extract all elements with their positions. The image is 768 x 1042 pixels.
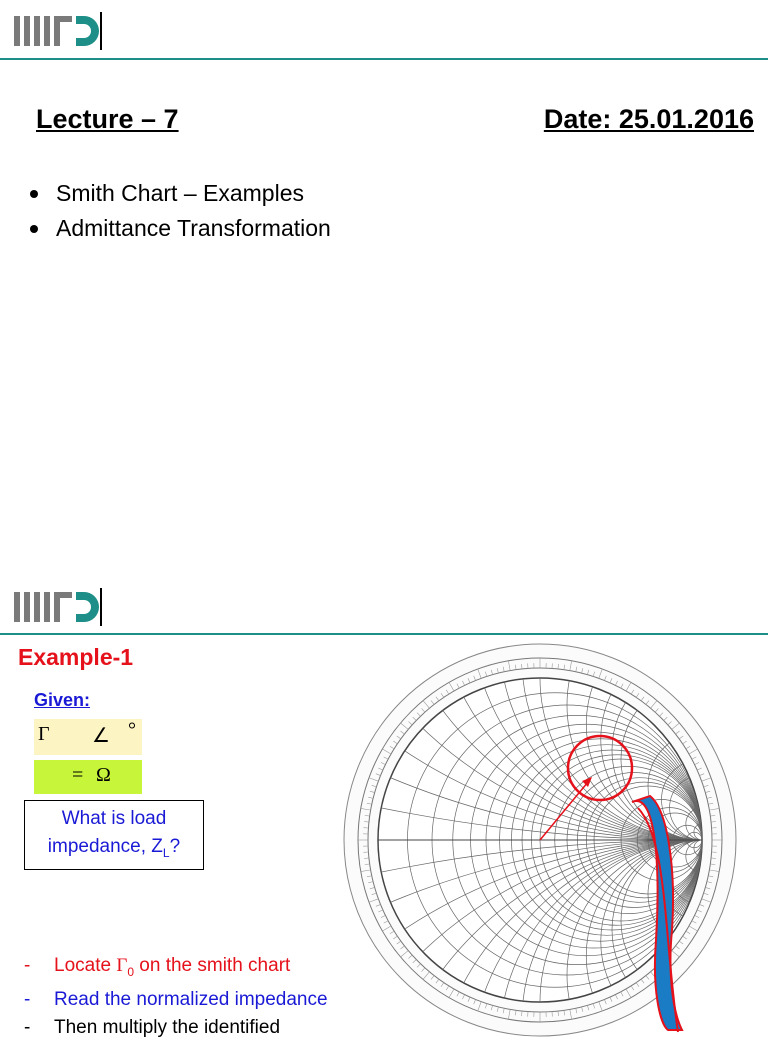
iiitd-logo-icon	[14, 10, 104, 52]
bullet-icon	[30, 190, 38, 198]
topic-item: Admittance Transformation	[30, 215, 331, 242]
smith-chart-icon	[338, 640, 768, 1024]
given-label: Given:	[34, 690, 90, 711]
lecture-date: Date: 25.01.2016	[544, 104, 754, 135]
step-item: - Read the normalized impedance	[24, 986, 328, 1014]
gamma-symbol: Γ	[38, 723, 50, 746]
ohm-symbol: Ω	[96, 764, 111, 787]
example-title: Example-1	[18, 644, 133, 671]
given-reflection-box	[34, 719, 142, 755]
question-box: What is load impedance, $Z_L$?	[24, 800, 204, 870]
bullet-icon	[30, 225, 38, 233]
lecture-title: Lecture – 7	[36, 104, 179, 135]
slide-2	[0, 576, 768, 1024]
steps-list	[24, 952, 328, 1042]
degree-symbol: °	[128, 719, 136, 742]
step-item: - Then multiply the identified	[24, 1014, 328, 1042]
equals-symbol: =	[72, 764, 83, 787]
step-item: - Locate $\Gamma_0$ on the smith chart	[24, 952, 328, 986]
header-divider	[0, 633, 768, 635]
topic-item: Smith Chart – Examples	[30, 180, 331, 207]
angle-symbol: ∠	[92, 723, 110, 748]
header-divider	[0, 58, 768, 60]
topic-list	[30, 180, 331, 250]
given-impedance-box	[34, 760, 142, 794]
iiitd-logo-icon	[14, 586, 104, 628]
